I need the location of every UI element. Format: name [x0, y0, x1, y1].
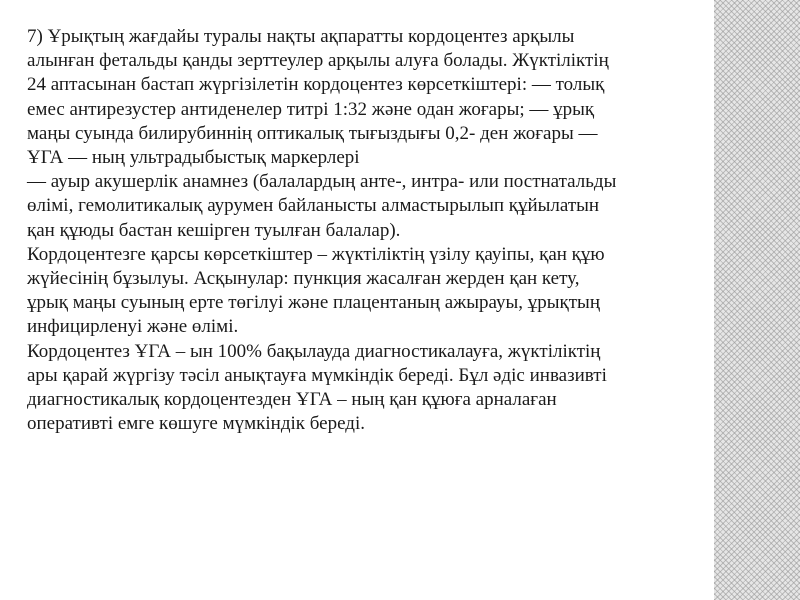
text-line: Кордоцентез ҰГА – ын 100% бақылауда диагностикалауға, жүктіліктің [27, 340, 601, 362]
slide-body-text [27, 25, 799, 436]
text-line: 24 аптасынан бастап жүргізілетін кордоцентез көрсеткіштері: — толық [27, 74, 605, 96]
text-line: — ауыр акушерлік анамнез (балалардың анте-, интра- или постнатальды [27, 171, 617, 193]
paragraph-obstetric-history [27, 170, 799, 243]
text-line: алынған фетальды қанды зерттеулер арқылы алуға болады. Жүктіліктің [27, 50, 609, 72]
text-line: ұрық маңы суының ерте төгілуі және плацентаның ажырауы, ұрықтың [27, 292, 600, 314]
text-line: 7) Ұрықтың жағдайы туралы нақты ақпаратты кордоцентез арқылы [27, 26, 575, 47]
text-line: өлімі, гемолитикалық аурумен байланысты алмастырылып құйылатын [27, 195, 600, 217]
text-line: жүйесінің бұзылуы. Асқынулар: пункция жасалған жерден қан кету, [27, 268, 580, 290]
text-line: инфицирленуі және өлімі. [27, 316, 239, 338]
text-line: маңы суында билирубиннің оптикалық тығыздығы 0,2- ден жоғары — [27, 122, 598, 144]
text-line: ҰГА — ның ультрадыбыстық маркерлері [27, 147, 360, 169]
text-line: оперативті емге көшуге мүмкіндік береді. [27, 413, 365, 435]
paragraph-contraindications [27, 243, 799, 340]
text-line: емес антирезустер антиденелер титрі 1:32 және одан жоғары; — ұрық [27, 98, 595, 120]
text-line: диагностикалық кордоцентезден ҰГА – ның қан құюға арналаған [27, 389, 557, 411]
paragraph-diagnostic-value [27, 340, 799, 437]
text-line: қан құюды бастан кешірген туылған балалар). [27, 219, 401, 241]
text-line: Кордоцентезге қарсы көрсеткіштер – жүктіліктің үзілу қауіпы, қан құю [27, 243, 605, 265]
paragraph-cordocentesis-indications [27, 25, 799, 170]
text-line: ары қарай жүргізу тәсіл анықтауға мүмкіндік береді. Бұл әдіс инвазивті [27, 364, 607, 386]
